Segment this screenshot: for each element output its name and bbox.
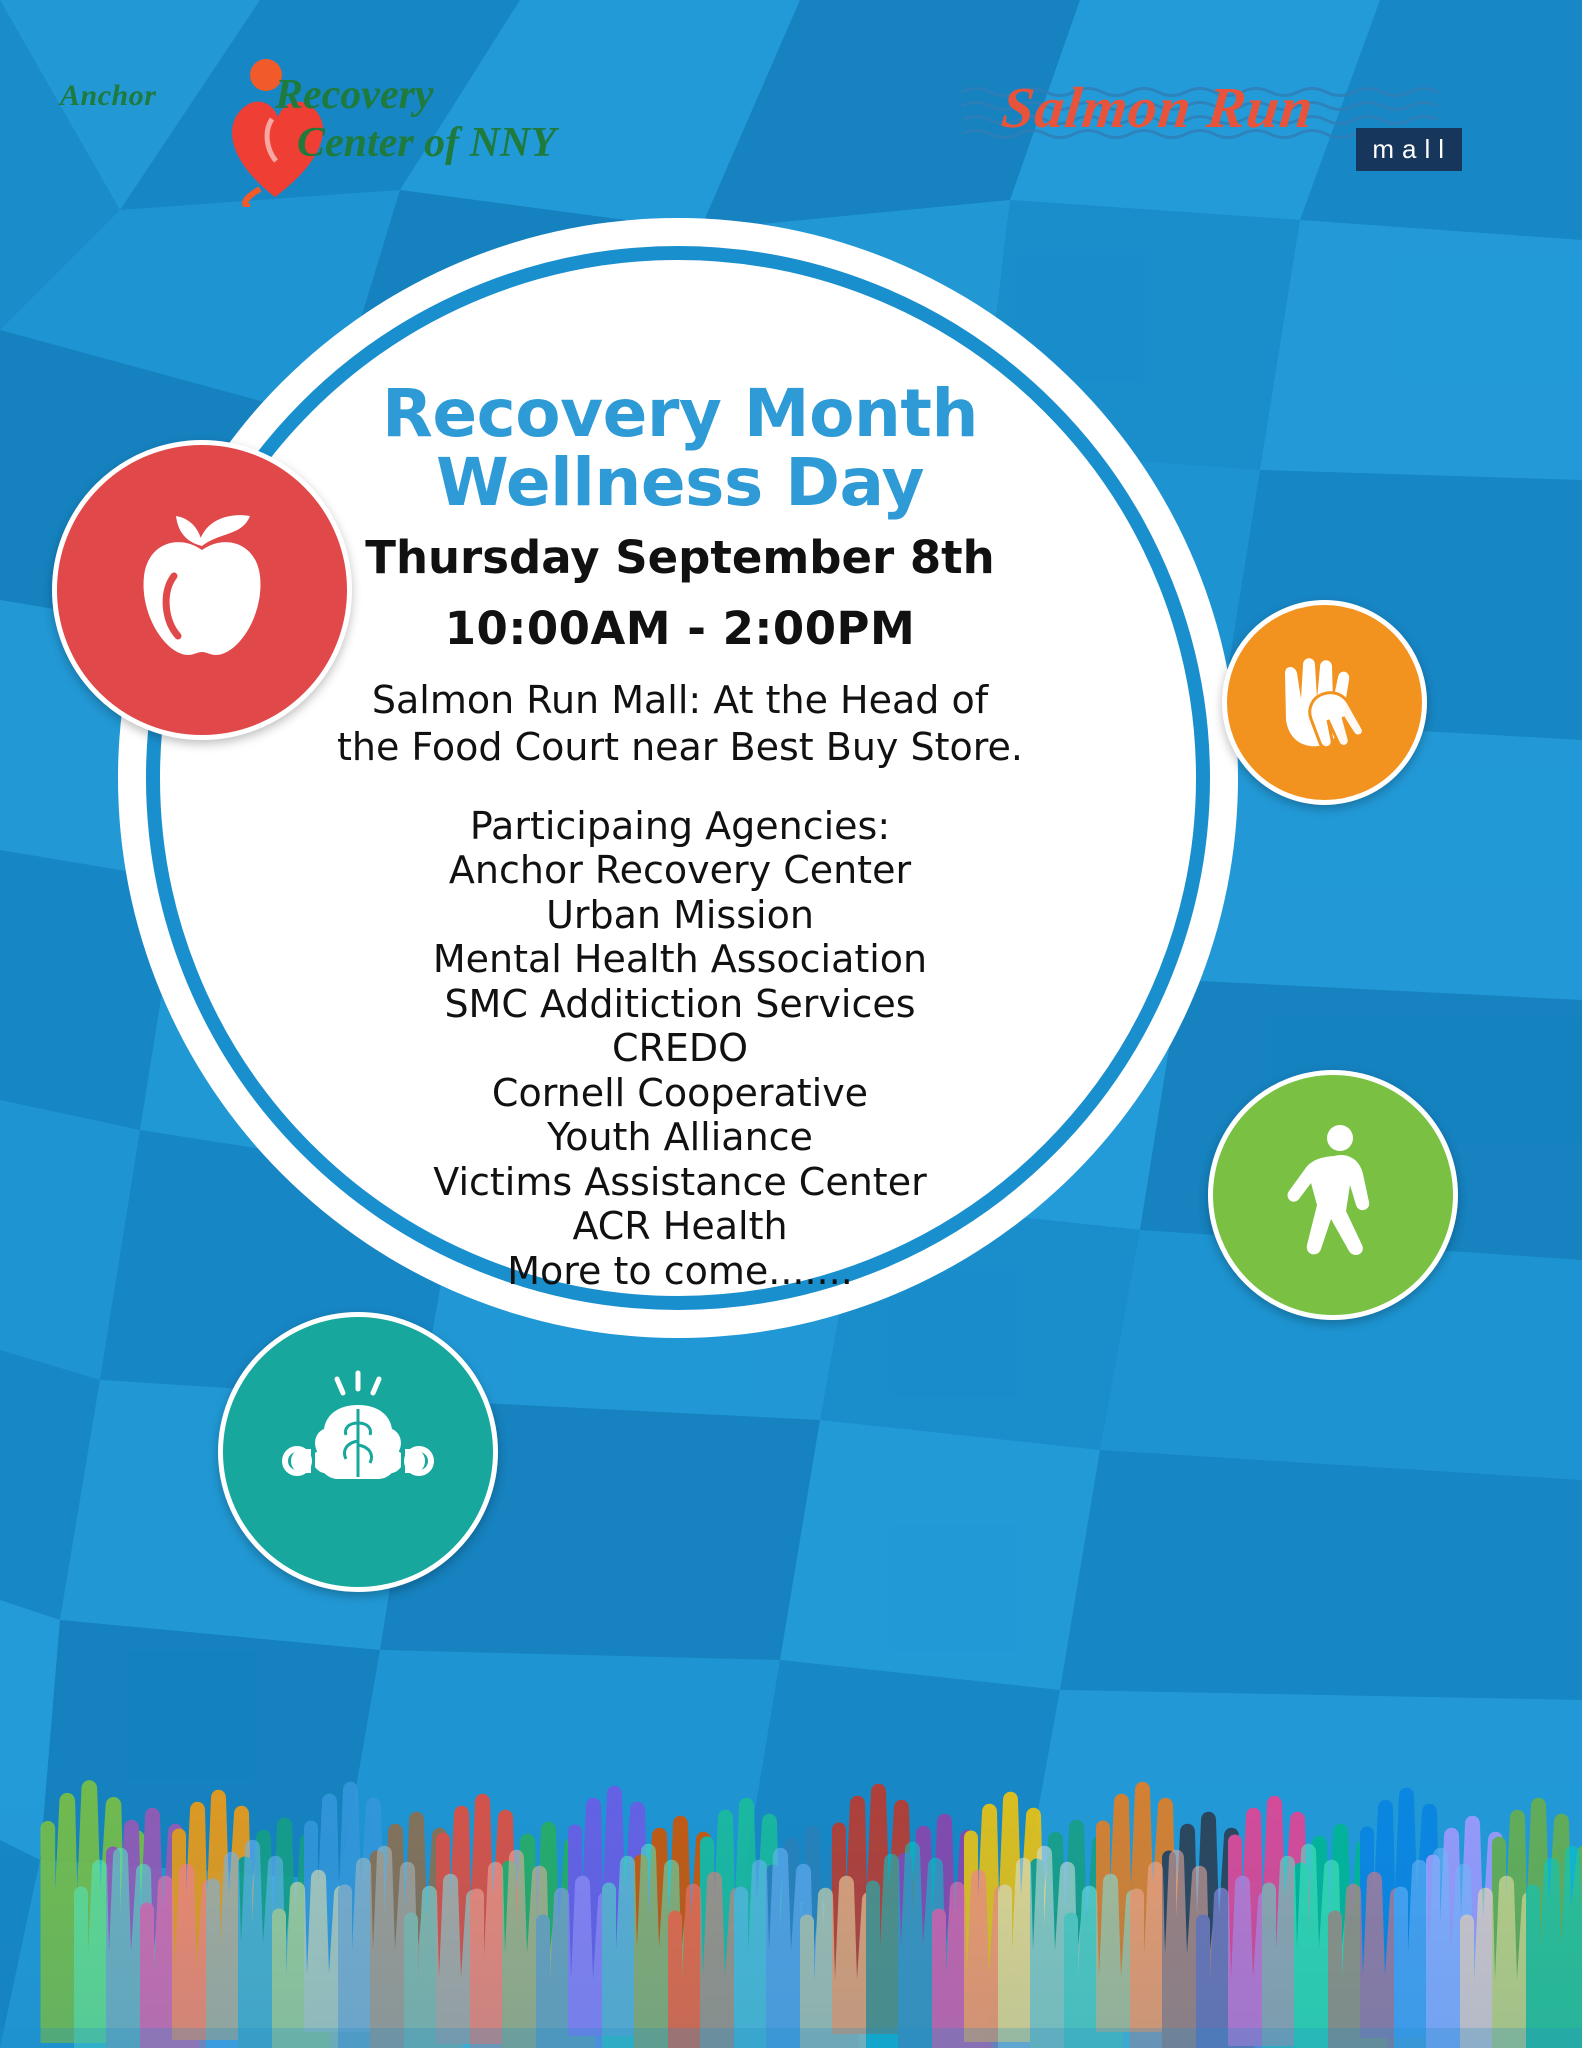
- event-time: 10:00AM - 2:00PM: [444, 602, 916, 656]
- helping-hands-icon: [1255, 633, 1395, 773]
- anchor-logo-line2: Recovery: [275, 72, 434, 118]
- title-line-2: Wellness Day: [435, 443, 925, 521]
- list-item: Youth Alliance: [547, 1115, 813, 1160]
- agencies-heading: Participaing Agencies:: [469, 803, 891, 848]
- list-item: Anchor Recovery Center: [448, 848, 912, 893]
- list-item: Victims Assistance Center: [433, 1159, 927, 1204]
- list-item: CREDO: [611, 1026, 749, 1071]
- location-line-1: Salmon Run Mall: At the Head of: [371, 678, 989, 723]
- list-item: ACR Health: [572, 1204, 788, 1249]
- location-line-2: the Food Court near Best Buy Store.: [336, 724, 1024, 769]
- apple-icon-badge: [52, 440, 352, 740]
- anchor-logo-line3: Center of NNY: [297, 120, 556, 166]
- salmon-run-script-text: Salmon Run: [998, 75, 1317, 140]
- apple-icon: [102, 490, 302, 690]
- list-item: Mental Health Association: [432, 937, 928, 982]
- list-item: Urban Mission: [546, 892, 814, 937]
- list-item: More to come.......: [507, 1248, 853, 1293]
- title-line-1: Recovery Month: [382, 375, 978, 452]
- page-title: [210, 375, 1150, 521]
- anchor-logo-line1: Anchor: [60, 79, 157, 112]
- event-details: [210, 375, 1150, 1293]
- participating-agencies-list: [210, 804, 1150, 1293]
- list-item: SMC Additiction Services: [444, 981, 916, 1026]
- helping-hands-icon-badge: [1222, 600, 1427, 805]
- list-item: Cornell Cooperative: [491, 1070, 869, 1115]
- salmon-run-mall-logo: [962, 70, 1462, 180]
- runner-icon: [1248, 1110, 1418, 1280]
- event-location: [210, 677, 1150, 770]
- anchor-recovery-center-logo: [60, 55, 580, 195]
- event-date: Thursday September 8th: [365, 531, 995, 585]
- salmon-run-mall-badge: mall: [1356, 128, 1462, 171]
- runner-icon-badge: [1208, 1070, 1458, 1320]
- hands-band-base: [0, 1788, 1582, 2048]
